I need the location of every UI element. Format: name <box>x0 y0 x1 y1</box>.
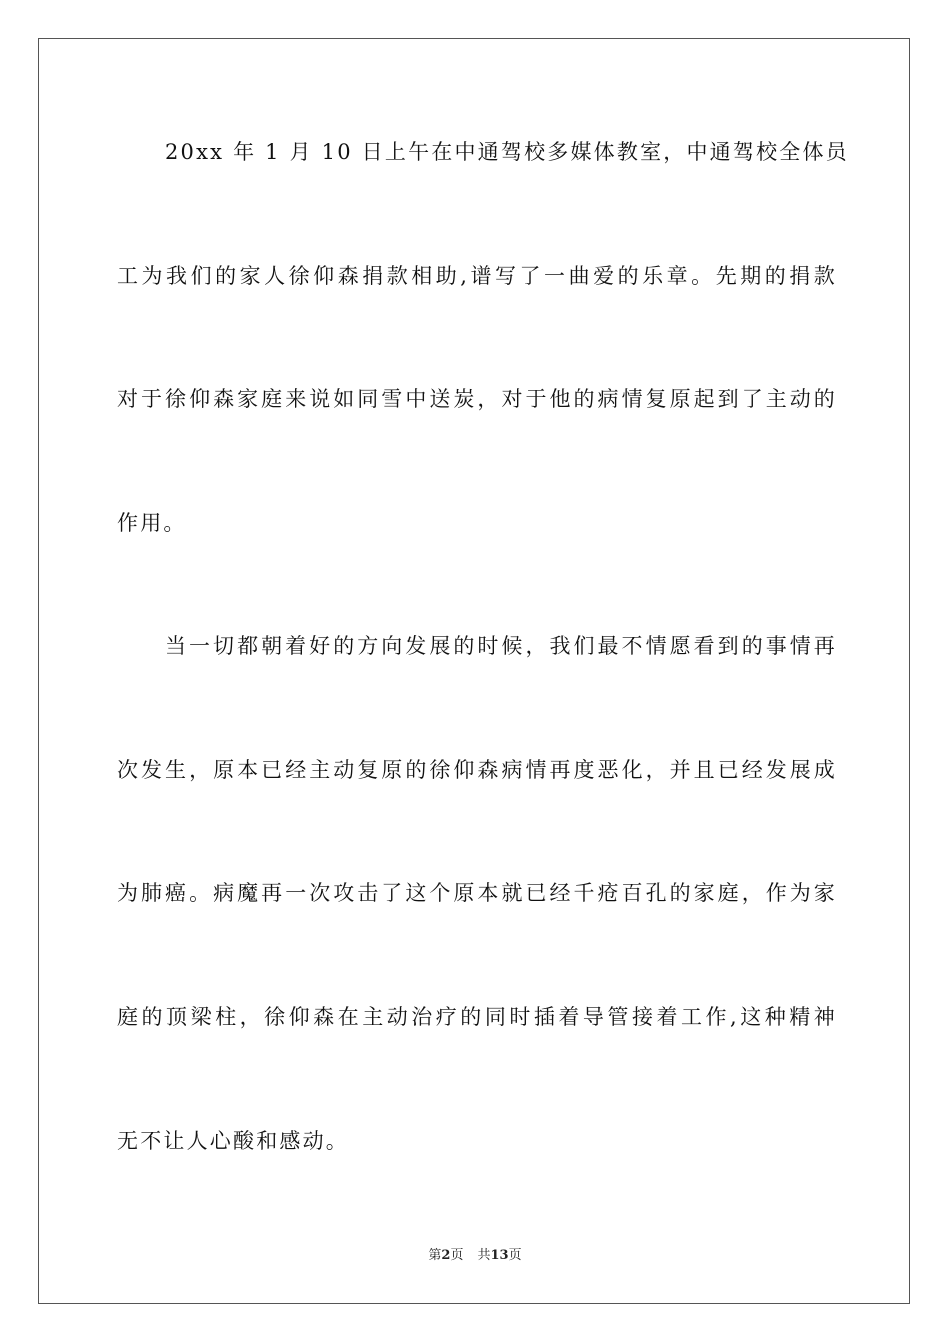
paragraph-1-line-4: 作用。 <box>117 511 187 535</box>
paragraph-2-line-4: 庭的顶梁柱，徐仰森在主动治疗的同时插着导管接着工作,这种精神 <box>117 1005 837 1029</box>
paragraph-2-line-3: 为肺癌。病魔再一次攻击了这个原本就已经千疮百孔的家庭，作为家 <box>117 881 837 905</box>
footer-page-suffix: 页 <box>450 1248 464 1263</box>
paragraph-1-line-1: 20xx 年 1 月 10 日上午在中通驾校多媒体教室，中通驾校全体员 <box>165 140 849 164</box>
paragraph-1-line-3: 对于徐仰森家庭来说如同雪中送炭，对于他的病情复原起到了主动的 <box>117 387 837 411</box>
page-border <box>38 38 910 1304</box>
paragraph-2-line-2: 次发生，原本已经主动复原的徐仰森病情再度恶化，并且已经发展成 <box>117 758 837 782</box>
footer-total-prefix: 共 <box>477 1248 491 1263</box>
footer-page-prefix: 第 <box>428 1248 442 1263</box>
paragraph-2-line-1: 当一切都朝着好的方向发展的时候，我们最不情愿看到的事情再 <box>165 634 837 658</box>
footer-total-suffix: 页 <box>508 1248 522 1263</box>
paragraph-1-line-2: 工为我们的家人徐仰森捐款相助,谱写了一曲爱的乐章。先期的捐款 <box>117 264 837 288</box>
paragraph-2-line-5: 无不让人心酸和感动。 <box>117 1129 349 1153</box>
page-footer <box>0 1247 950 1265</box>
footer-page-number: 2 <box>441 1248 451 1263</box>
footer-total-pages: 13 <box>490 1248 509 1263</box>
